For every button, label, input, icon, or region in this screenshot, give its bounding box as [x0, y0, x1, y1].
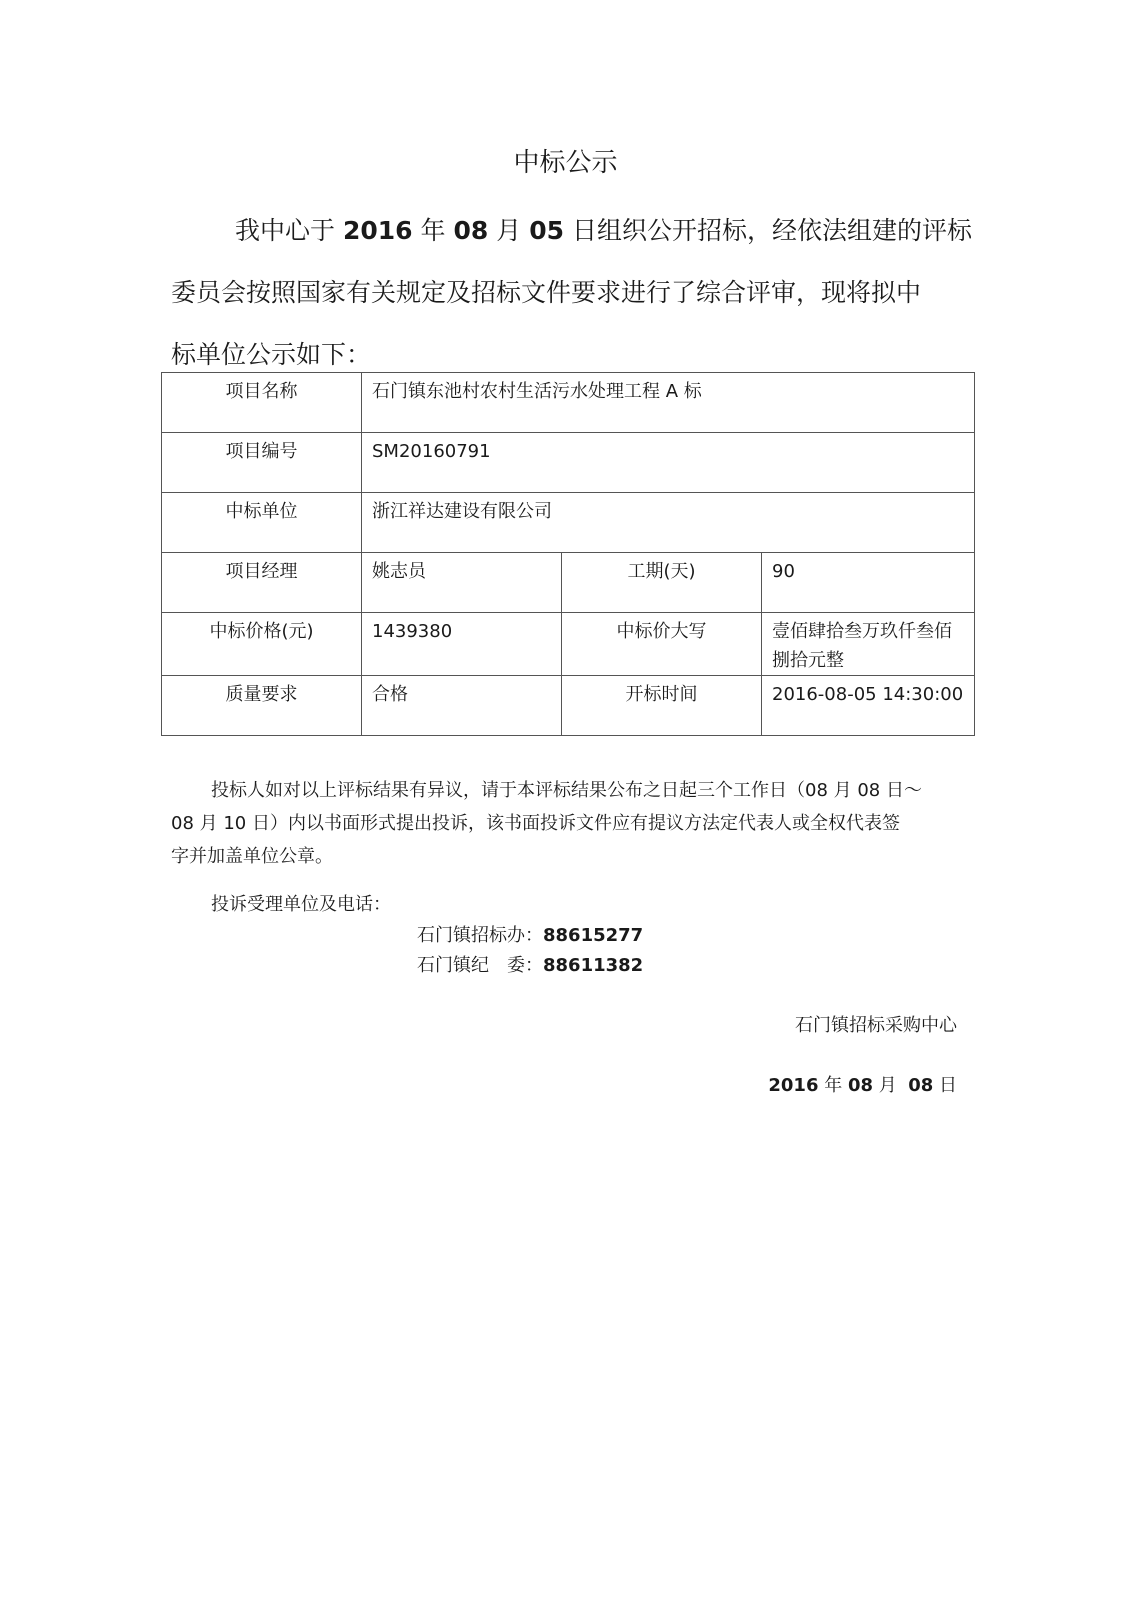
- manager-label: 项目经理: [162, 553, 362, 613]
- contact-phone: 88611382: [543, 955, 644, 976]
- intro-paragraph: [171, 200, 971, 386]
- intro-line-2: 委员会按照国家有关规定及招标文件要求进行了综合评审，现将拟中: [171, 278, 922, 307]
- contact-phone: 88615277: [543, 925, 644, 946]
- complaint-title: 投诉受理单位及电话：: [211, 894, 391, 915]
- price-upper-value: 壹佰肆拾叁万玖仟叁佰捌拾元整: [762, 613, 975, 676]
- objection-notice: [171, 774, 971, 873]
- price-upper-label: 中标价大写: [562, 613, 762, 676]
- project-code-value: SM20160791: [362, 433, 975, 493]
- page-title: 中标公示: [513, 148, 618, 178]
- quality-label: 质量要求: [162, 676, 362, 736]
- price-value: 1439380: [362, 613, 562, 676]
- duration-value: 90: [762, 553, 975, 613]
- table-row: [162, 433, 975, 493]
- issuer-signature: 石门镇招标采购中心: [795, 1015, 957, 1036]
- open-time-label: 开标时间: [562, 676, 762, 736]
- project-name-label: 项目名称: [162, 373, 362, 433]
- table-row: [162, 613, 975, 676]
- winner-label: 中标单位: [162, 493, 362, 553]
- intro-line-3: 标单位公示如下：: [171, 340, 372, 369]
- price-label: 中标价格(元): [162, 613, 362, 676]
- table-row: [162, 493, 975, 553]
- notice-line-2: 08 月 10 日）内以书面形式提出投诉，该书面投诉文件应有提议方法定代表人或全权代表签: [171, 813, 900, 834]
- quality-value: 合格: [362, 676, 562, 736]
- table-row: [162, 373, 975, 433]
- manager-value: 姚志员: [362, 553, 562, 613]
- contact-name: 石门镇纪 委：: [417, 955, 543, 976]
- project-name-value: 石门镇东池村农村生活污水处理工程 A 标: [362, 373, 975, 433]
- issue-date: 2016 年 08 月 08 日: [768, 1075, 957, 1096]
- table-row: [162, 676, 975, 736]
- duration-label: 工期(天): [562, 553, 762, 613]
- open-time-value: 2016-08-05 14:30:00: [762, 676, 975, 736]
- notice-line-3: 字并加盖单位公章。: [171, 846, 333, 867]
- contact-name: 石门镇招标办：: [417, 925, 543, 946]
- contact-bidding-office: [417, 921, 643, 951]
- intro-line-1: 我中心于 2016 年 08 月 05 日组织公开招标，经依法组建的评标: [235, 216, 972, 245]
- project-code-label: 项目编号: [162, 433, 362, 493]
- table-row: [162, 553, 975, 613]
- winner-value: 浙江祥达建设有限公司: [362, 493, 975, 553]
- notice-line-1: 投标人如对以上评标结果有异议，请于本评标结果公布之日起三个工作日（08 月 08 日～: [211, 780, 922, 801]
- contact-discipline-committee: [417, 951, 643, 981]
- award-table: [161, 372, 975, 736]
